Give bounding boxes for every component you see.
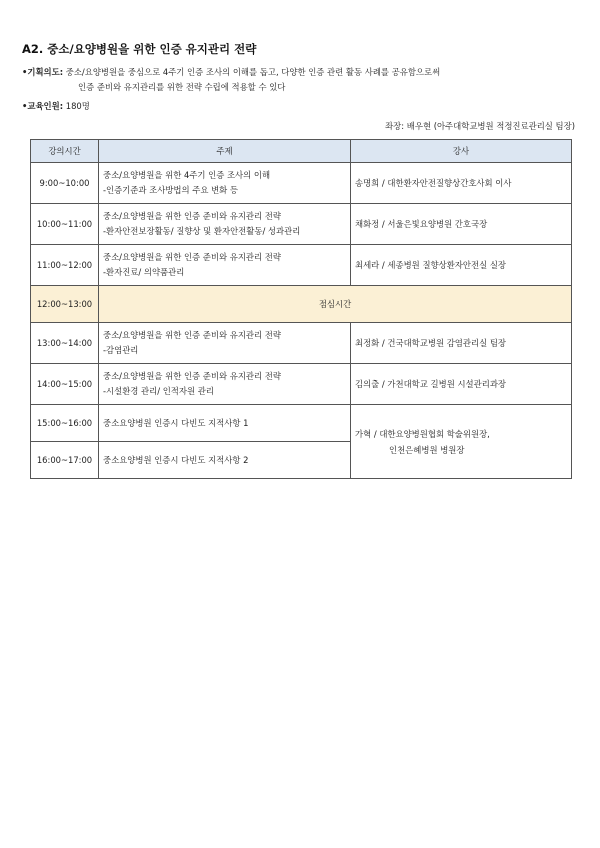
header-time: 강의시간 xyxy=(31,140,99,163)
topic-detail: -시설환경 관리/ 인적자원 관리 xyxy=(103,386,214,396)
lecturer-line1: 가혁 / 대한요양병원협회 학술위원장, xyxy=(355,428,490,439)
lecturer-cell xyxy=(351,405,572,479)
topic-detail: -환자진료/ 의약품관리 xyxy=(103,267,185,277)
topic-title: 중소/요양병원을 위한 인증 준비와 유지관리 전략 xyxy=(103,371,281,381)
topic-title: 중소/요양병원을 위한 인증 준비와 유지관리 전략 xyxy=(103,211,281,221)
lunch-row xyxy=(31,286,572,323)
topic-cell xyxy=(99,364,351,405)
lecturer-cell: 송명희 / 대한환자안전질향상간호사회 이사 xyxy=(351,163,572,204)
education-value: 180명 xyxy=(65,101,90,111)
time-cell: 10:00~11:00 xyxy=(31,204,99,245)
time-cell: 13:00~14:00 xyxy=(31,323,99,364)
education-label: 교육인원: xyxy=(27,101,64,111)
table-row xyxy=(31,163,572,204)
topic-cell: 중소요양병원 인증시 다빈도 지적사항 2 xyxy=(99,442,351,479)
table-row xyxy=(31,405,572,442)
time-cell: 9:00~10:00 xyxy=(31,163,99,204)
table-row xyxy=(31,204,572,245)
time-cell: 16:00~17:00 xyxy=(31,442,99,479)
topic-cell: 중소요양병원 인증시 다빈도 지적사항 1 xyxy=(99,405,351,442)
table-row xyxy=(31,245,572,286)
bullet: • xyxy=(22,67,28,77)
lecturer-cell: 최세라 / 세종병원 질향상환자안전실 실장 xyxy=(351,245,572,286)
table-header-row xyxy=(31,140,572,163)
topic-cell xyxy=(99,245,351,286)
chairperson: 좌장: 배우현 (아주대학교병원 적정진료관리실 팀장) xyxy=(385,121,575,131)
bullet: • xyxy=(22,101,28,111)
planning-intent xyxy=(22,66,440,78)
schedule-table xyxy=(30,139,572,479)
planning-text-line2: 인증 준비와 유지관리를 위한 전략 수립에 적용할 수 있다 xyxy=(78,82,286,92)
lunch-label: 점심시간 xyxy=(99,286,572,323)
time-cell: 12:00~13:00 xyxy=(31,286,99,323)
planning-text-line1: 중소/요양병원을 중심으로 4주기 인증 조사의 이해를 돕고, 다양한 인증 관련 활동 사례를 공유함으로써 xyxy=(65,67,441,77)
time-cell: 11:00~12:00 xyxy=(31,245,99,286)
topic-detail: -환자안전보장활동/ 질향상 및 환자안전활동/ 성과관리 xyxy=(103,226,301,236)
topic-detail: -인증기준과 조사방법의 주요 변화 등 xyxy=(103,185,239,195)
lecturer-cell: 최정화 / 건국대학교병원 감염관리실 팀장 xyxy=(351,323,572,364)
topic-cell xyxy=(99,323,351,364)
page-title: A2. 중소/요양병원을 위한 인증 유지관리 전략 xyxy=(22,42,257,56)
topic-cell xyxy=(99,204,351,245)
lecturer-cell: 김의출 / 가천대학교 길병원 시설관리과장 xyxy=(351,364,572,405)
header-topic: 주제 xyxy=(99,140,351,163)
lecturer-cell: 채화정 / 서울은빛요양병원 간호국장 xyxy=(351,204,572,245)
lecturer-line2: 인천은혜병원 병원장 xyxy=(389,444,465,455)
planning-label: 기획의도: xyxy=(27,67,64,77)
header-lecturer: 강사 xyxy=(351,140,572,163)
time-cell: 15:00~16:00 xyxy=(31,405,99,442)
topic-title: 중소/요양병원을 위한 인증 준비와 유지관리 전략 xyxy=(103,252,281,262)
table-row xyxy=(31,364,572,405)
topic-cell xyxy=(99,163,351,204)
time-cell: 14:00~15:00 xyxy=(31,364,99,405)
table-row xyxy=(31,323,572,364)
topic-detail: -감염관리 xyxy=(103,345,139,355)
education-count xyxy=(22,100,90,112)
topic-title: 중소/요양병원을 위한 인증 준비와 유지관리 전략 xyxy=(103,330,281,340)
topic-title: 중소/요양병원을 위한 4주기 인증 조사의 이해 xyxy=(103,170,271,180)
